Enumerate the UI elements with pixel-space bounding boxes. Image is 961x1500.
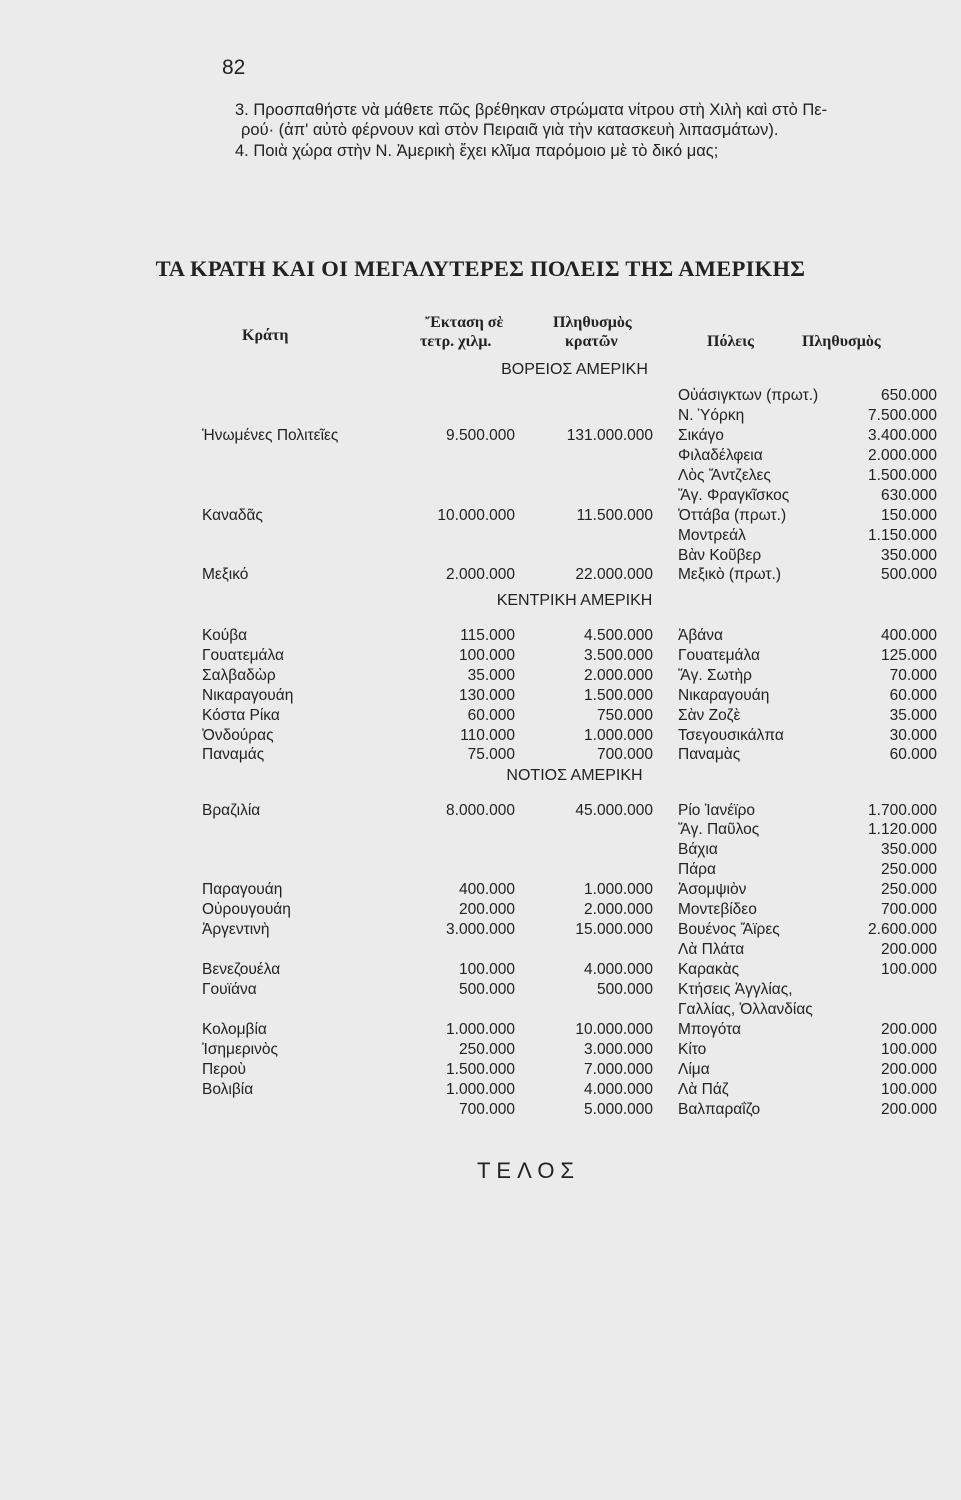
table-row xyxy=(0,1020,961,1040)
state-cell: Ἰσημερινὸς xyxy=(202,1041,278,1058)
table-row xyxy=(0,1080,961,1100)
table-row xyxy=(0,686,961,706)
city-population-cell: 200.000 xyxy=(880,941,937,958)
population-cell: 45.000.000 xyxy=(575,802,653,819)
table-row xyxy=(0,920,961,940)
city-population-cell: 70.000 xyxy=(889,667,937,684)
state-cell: Σαλβαδὼρ xyxy=(202,667,276,684)
table-row xyxy=(0,626,961,646)
city-cell: Λὸς Ἄντζελες xyxy=(678,467,771,484)
population-cell: 700.000 xyxy=(596,746,653,763)
city-population-cell: 60.000 xyxy=(889,687,937,704)
city-cell: Βὰν Κοῦβερ xyxy=(678,547,762,564)
state-cell: Ἀργεντινὴ xyxy=(202,921,270,938)
city-cell: Μοντρεάλ xyxy=(678,527,746,544)
city-cell: Κίτο xyxy=(678,1041,707,1058)
state-cell: Κούβα xyxy=(202,627,248,644)
city-population-cell: 650.000 xyxy=(880,387,937,404)
city-cell: Πάρα xyxy=(678,861,716,878)
section-south: ΝΟΤΙΟΣ ΑΜΕΡΙΚΗ xyxy=(506,767,643,784)
city-population-cell: 630.000 xyxy=(880,487,937,504)
city-population-cell: 200.000 xyxy=(880,1101,937,1118)
city-cell: Οὐάσιγκτων (πρωτ.) xyxy=(678,387,819,404)
city-population-cell: 1.700.000 xyxy=(868,802,937,819)
area-cell: 9.500.000 xyxy=(446,427,515,444)
population-cell: 1.000.000 xyxy=(584,881,653,898)
population-cell: 2.000.000 xyxy=(584,667,653,684)
city-population-cell: 7.500.000 xyxy=(868,407,937,424)
state-cell: Βραζιλία xyxy=(202,802,261,819)
state-cell: Βολιβία xyxy=(202,1081,254,1098)
population-cell: 4.500.000 xyxy=(584,627,653,644)
header-pop-2: κρατῶν xyxy=(565,333,618,350)
city-population-cell: 250.000 xyxy=(880,881,937,898)
city-cell: Σικάγο xyxy=(678,427,724,444)
table-row xyxy=(0,980,961,1000)
header-cities: Πόλεις xyxy=(707,333,754,350)
city-population-cell: 2.000.000 xyxy=(868,447,937,464)
table-row xyxy=(0,466,961,486)
section-central: ΚΕΝΤΡΙΚΗ ΑΜΕΡΙΚΗ xyxy=(496,592,653,609)
city-cell: Ἅγ. Φραγκῖσκος xyxy=(678,487,790,504)
area-cell: 400.000 xyxy=(458,881,515,898)
population-cell: 3.500.000 xyxy=(584,647,653,664)
area-cell: 100.000 xyxy=(458,961,515,978)
city-cell: Λὰ Πλάτα xyxy=(678,941,745,958)
header-pop-1: Πληθυσμὸς xyxy=(553,314,632,331)
area-cell: 75.000 xyxy=(467,746,515,763)
table-row xyxy=(0,446,961,466)
city-population-cell: 100.000 xyxy=(880,961,937,978)
city-population-cell: 1.120.000 xyxy=(868,821,937,838)
area-cell: 60.000 xyxy=(467,707,515,724)
city-population-cell: 60.000 xyxy=(889,746,937,763)
city-population-cell: 700.000 xyxy=(880,901,937,918)
city-population-cell: 3.400.000 xyxy=(868,427,937,444)
city-population-cell: 250.000 xyxy=(880,861,937,878)
city-cell: Παναμὰς xyxy=(678,746,741,763)
city-population-cell: 100.000 xyxy=(880,1081,937,1098)
population-cell: 10.000.000 xyxy=(575,1021,653,1038)
state-cell: Περοὺ xyxy=(202,1061,247,1078)
city-population-cell: 500.000 xyxy=(880,566,937,583)
city-cell: Λὰ Πάζ xyxy=(678,1081,729,1098)
table-row xyxy=(0,900,961,920)
area-cell: 3.000.000 xyxy=(446,921,515,938)
header-states: Κράτη xyxy=(242,327,289,344)
city-cell: Γαλλίας, Ὁλλανδίας xyxy=(678,1001,813,1018)
state-cell: Γουϊάνα xyxy=(202,981,257,998)
page-number: 82 xyxy=(222,56,246,79)
population-cell: 11.500.000 xyxy=(576,507,653,524)
city-cell: Λίμα xyxy=(678,1061,710,1078)
population-cell: 2.000.000 xyxy=(584,901,653,918)
city-population-cell: 2.600.000 xyxy=(868,921,937,938)
population-cell: 3.000.000 xyxy=(584,1041,653,1058)
city-cell: Γουατεμάλα xyxy=(678,647,760,664)
table-row xyxy=(0,426,961,446)
table-row xyxy=(0,1000,961,1020)
state-cell: Νικαραγουάη xyxy=(202,687,294,704)
question-3-line-1: 3. Προσπαθήστε νὰ μάθετε πῶς βρέθηκαν στρώματα νίτρου στὴ Χιλὴ καὶ στὸ Πε- xyxy=(235,101,828,119)
city-population-cell: 350.000 xyxy=(880,547,937,564)
header-city-pop: Πληθυσμὸς xyxy=(802,333,881,350)
area-cell: 115.000 xyxy=(460,627,515,644)
area-cell: 35.000 xyxy=(467,667,515,684)
header-area-2: τετρ. χιλμ. xyxy=(420,333,492,350)
city-population-cell: 1.150.000 xyxy=(868,527,937,544)
area-cell: 110.000 xyxy=(460,727,515,744)
city-cell: Ἅγ. Σωτὴρ xyxy=(678,667,752,684)
city-population-cell: 35.000 xyxy=(889,707,937,724)
area-cell: 1.500.000 xyxy=(446,1061,515,1078)
population-cell: 750.000 xyxy=(596,707,653,724)
state-cell: Παραγουάη xyxy=(202,881,283,898)
city-cell: Σὰν Ζοζὲ xyxy=(678,707,741,724)
population-cell: 1.500.000 xyxy=(584,687,653,704)
area-cell: 700.000 xyxy=(458,1101,515,1118)
table-row xyxy=(0,565,961,585)
city-population-cell: 200.000 xyxy=(880,1061,937,1078)
table-row xyxy=(0,406,961,426)
population-cell: 4.000.000 xyxy=(584,961,653,978)
table-row xyxy=(0,940,961,960)
table-row xyxy=(0,646,961,666)
state-cell: Κολομβία xyxy=(202,1021,267,1038)
population-cell: 1.000.000 xyxy=(584,727,653,744)
area-cell: 130.000 xyxy=(458,687,515,704)
area-cell: 1.000.000 xyxy=(446,1081,515,1098)
city-population-cell: 350.000 xyxy=(880,841,937,858)
city-population-cell: 125.000 xyxy=(880,647,937,664)
city-cell: Βουένος Ἄϊρες xyxy=(678,921,780,938)
city-population-cell: 150.000 xyxy=(880,507,937,524)
state-cell: Παναμάς xyxy=(202,746,265,763)
area-cell: 200.000 xyxy=(458,901,515,918)
city-cell: Βάχια xyxy=(678,841,718,858)
city-cell: Μπογότα xyxy=(678,1021,742,1038)
population-cell: 7.000.000 xyxy=(584,1061,653,1078)
section-north: ΒΟΡΕΙΟΣ ΑΜΕΡΙΚΗ xyxy=(501,361,648,378)
population-cell: 4.000.000 xyxy=(584,1081,653,1098)
table-row xyxy=(0,840,961,860)
city-cell: Νικαραγουάη xyxy=(678,687,770,704)
city-population-cell: 100.000 xyxy=(880,1041,937,1058)
table-row xyxy=(0,860,961,880)
city-cell: Τσεγουσικάλπα xyxy=(678,727,784,744)
table-row xyxy=(0,820,961,840)
city-cell: Ἀβάνα xyxy=(678,627,723,644)
table-row xyxy=(0,486,961,506)
area-cell: 10.000.000 xyxy=(437,507,515,524)
header-area-1: Ἔκταση σὲ xyxy=(425,314,504,331)
table-row xyxy=(0,801,961,821)
population-cell: 5.000.000 xyxy=(584,1101,653,1118)
table-row xyxy=(0,880,961,900)
question-3-line-2: ρού· (ἀπ' αὐτὸ φέρνουν καὶ στὸν Πειραιᾶ γιὰ τὴν κατασκευὴ λιπασμάτων). xyxy=(241,121,779,139)
city-cell: Μεξικὸ (πρωτ.) xyxy=(678,566,782,583)
table-row xyxy=(0,546,961,566)
table-row xyxy=(0,1040,961,1060)
table-row xyxy=(0,506,961,526)
table-row xyxy=(0,1100,961,1120)
end-text: ΤΕΛΟΣ xyxy=(476,1158,581,1183)
population-cell: 15.000.000 xyxy=(575,921,653,938)
area-cell: 1.000.000 xyxy=(446,1021,515,1038)
state-cell: Βενεζουέλα xyxy=(202,961,281,978)
table-row xyxy=(0,666,961,686)
city-cell: Φιλαδέλφεια xyxy=(678,447,763,464)
table-title: ΤΑ ΚΡΑΤΗ ΚΑΙ ΟΙ ΜΕΓΑΛΥΤΕΡΕΣ ΠΟΛΕΙΣ ΤΗΣ ΑΜΕΡΙΚΗΣ xyxy=(155,256,806,281)
population-cell: 500.000 xyxy=(596,981,653,998)
table-row xyxy=(0,526,961,546)
table-row xyxy=(0,960,961,980)
population-cell: 22.000.000 xyxy=(575,566,653,583)
table-row xyxy=(0,1060,961,1080)
city-cell: Ὀττάβα (πρωτ.) xyxy=(678,507,787,524)
state-cell: Καναδᾶς xyxy=(202,507,263,524)
city-population-cell: 1.500.000 xyxy=(868,467,937,484)
table-row xyxy=(0,706,961,726)
state-cell: Γουατεμάλα xyxy=(202,647,284,664)
city-population-cell: 200.000 xyxy=(880,1021,937,1038)
city-cell: Ἅγ. Παῦλος xyxy=(678,821,760,838)
area-cell: 500.000 xyxy=(458,981,515,998)
table-row xyxy=(0,745,961,765)
area-cell: 2.000.000 xyxy=(446,566,515,583)
table-row xyxy=(0,386,961,406)
area-cell: 8.000.000 xyxy=(446,802,515,819)
population-cell: 131.000.000 xyxy=(566,427,653,444)
city-population-cell: 400.000 xyxy=(880,627,937,644)
city-cell: Ν. Ὑόρκη xyxy=(678,407,745,424)
area-cell: 100.000 xyxy=(458,647,515,664)
city-cell: Κτήσεις Ἀγγλίας, xyxy=(678,981,793,998)
state-cell: Ἡνωμένες Πολιτεῖες xyxy=(202,427,339,444)
city-cell: Ρίο Ἰανέϊρο xyxy=(678,802,756,819)
city-cell: Ἀσομψιὸν xyxy=(678,881,747,898)
state-cell: Ὀνδούρας xyxy=(202,727,274,744)
city-cell: Καρακὰς xyxy=(678,961,740,978)
table-row xyxy=(0,726,961,746)
city-cell: Βαλπαραΐζο xyxy=(678,1101,761,1118)
area-cell: 250.000 xyxy=(458,1041,515,1058)
state-cell: Οὐρουγουάη xyxy=(202,901,291,918)
state-cell: Μεξικό xyxy=(202,566,249,583)
city-population-cell: 30.000 xyxy=(889,727,937,744)
city-cell: Μοντεβίδεο xyxy=(678,901,757,918)
state-cell: Κόστα Ρίκα xyxy=(202,707,280,724)
question-4: 4. Ποιὰ χώρα στὴν Ν. Ἀμερικὴ ἔχει κλῖμα παρόμοιο μὲ τὸ δικό μας; xyxy=(235,142,719,160)
